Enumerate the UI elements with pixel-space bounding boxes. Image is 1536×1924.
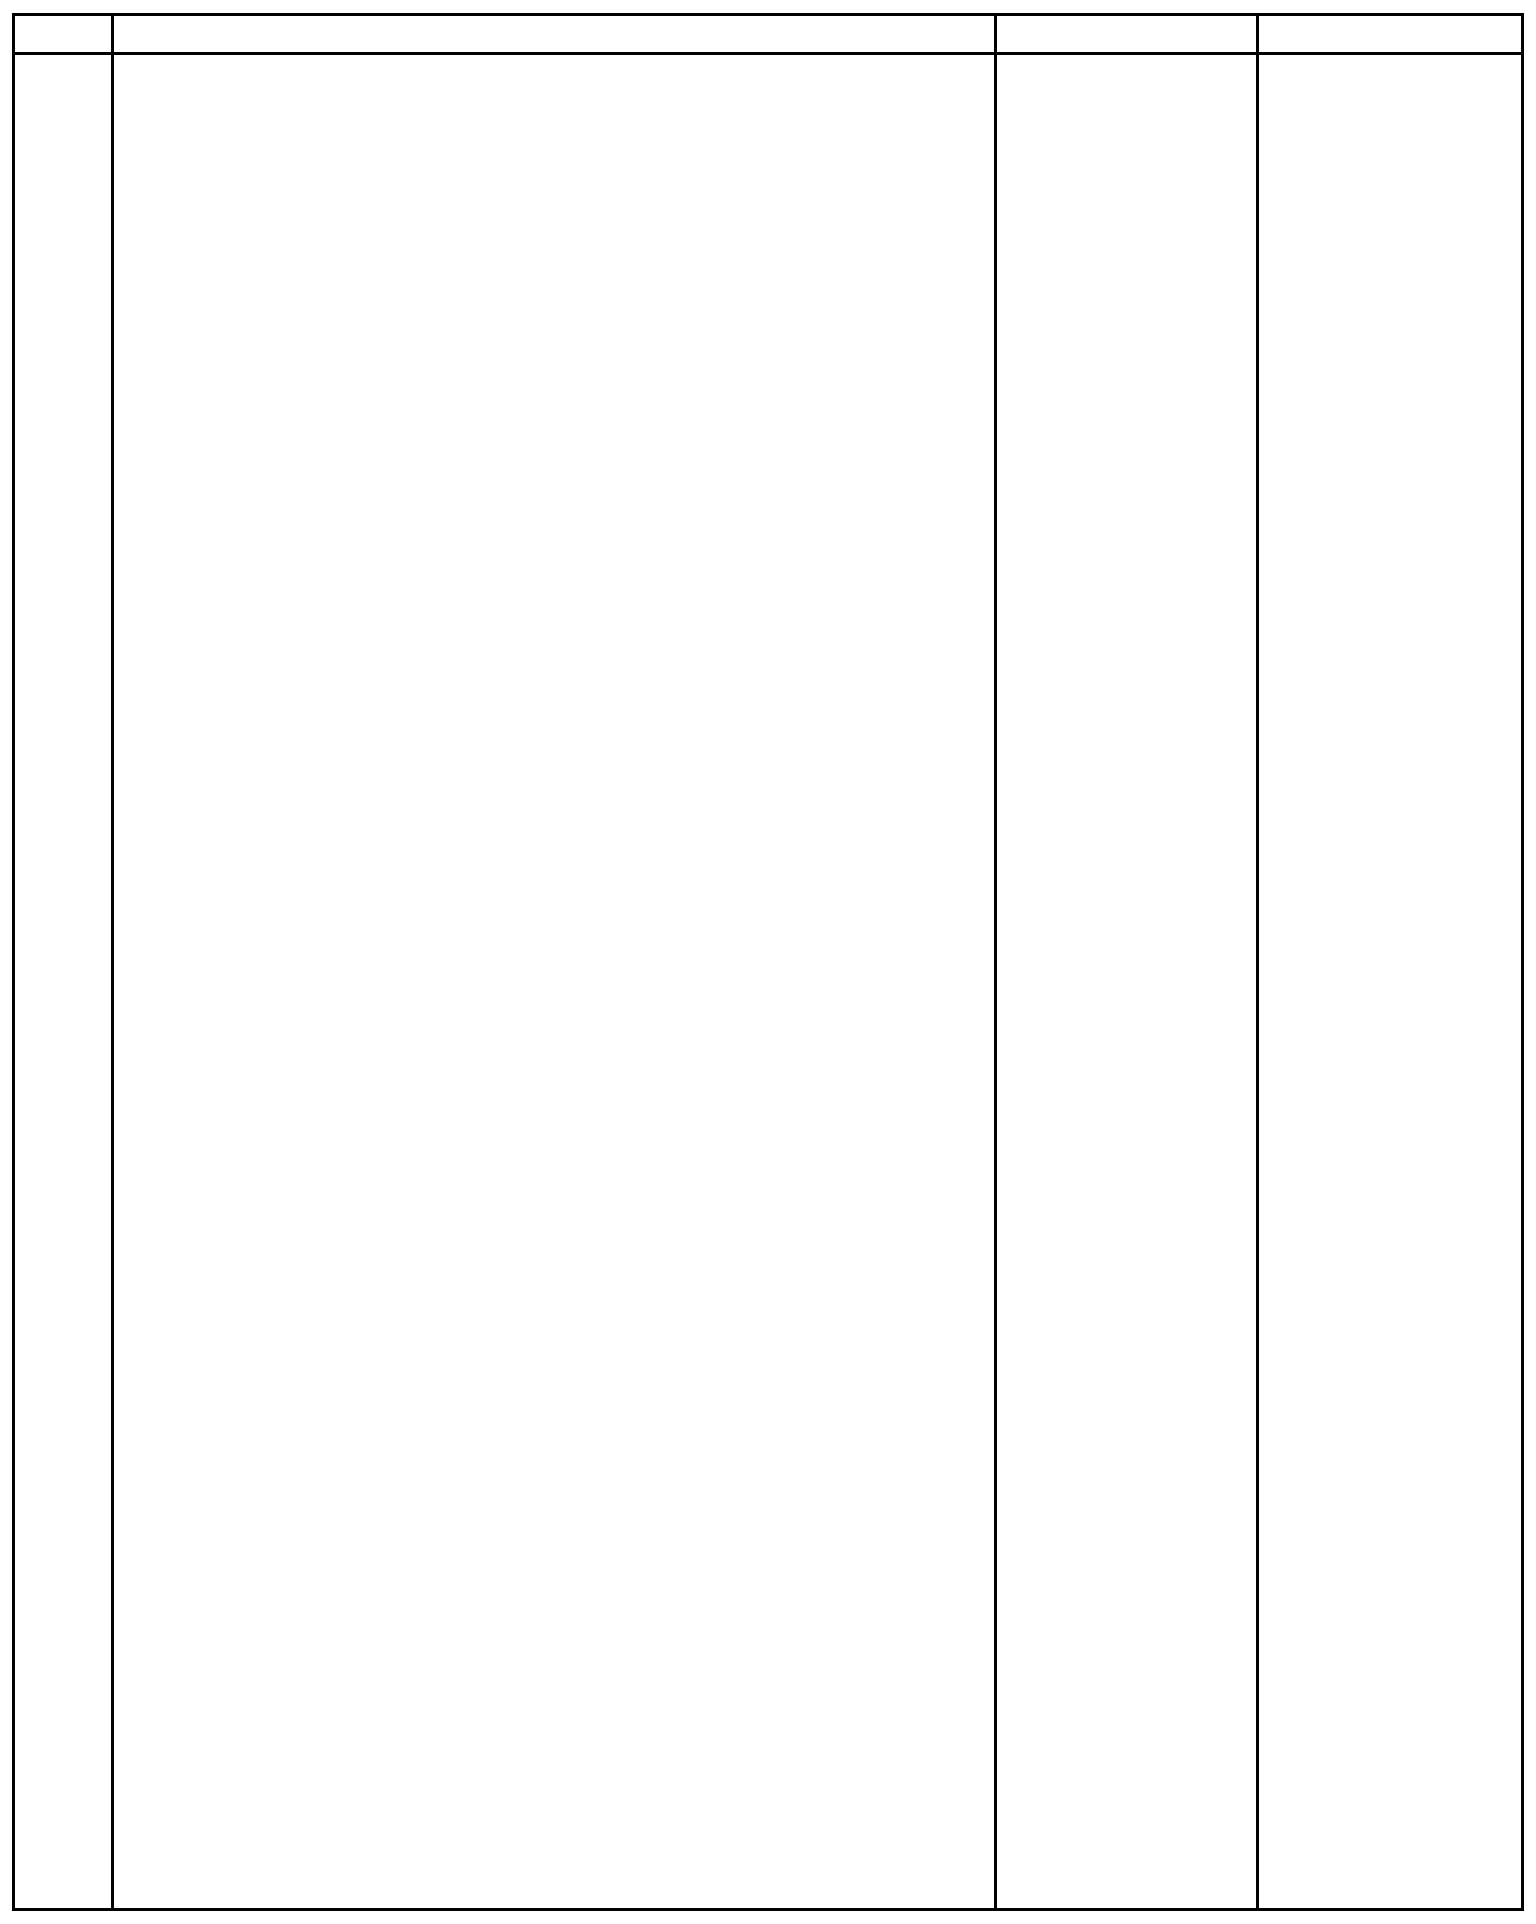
column-divider: [111, 16, 114, 1908]
header-action: [114, 16, 994, 55]
column-divider: [1256, 16, 1259, 1908]
diagnostic-table: [12, 13, 1524, 1911]
header-step: [15, 16, 111, 55]
header-no: [1259, 16, 1521, 55]
column-divider: [994, 16, 997, 1908]
header-yes: [997, 16, 1256, 55]
